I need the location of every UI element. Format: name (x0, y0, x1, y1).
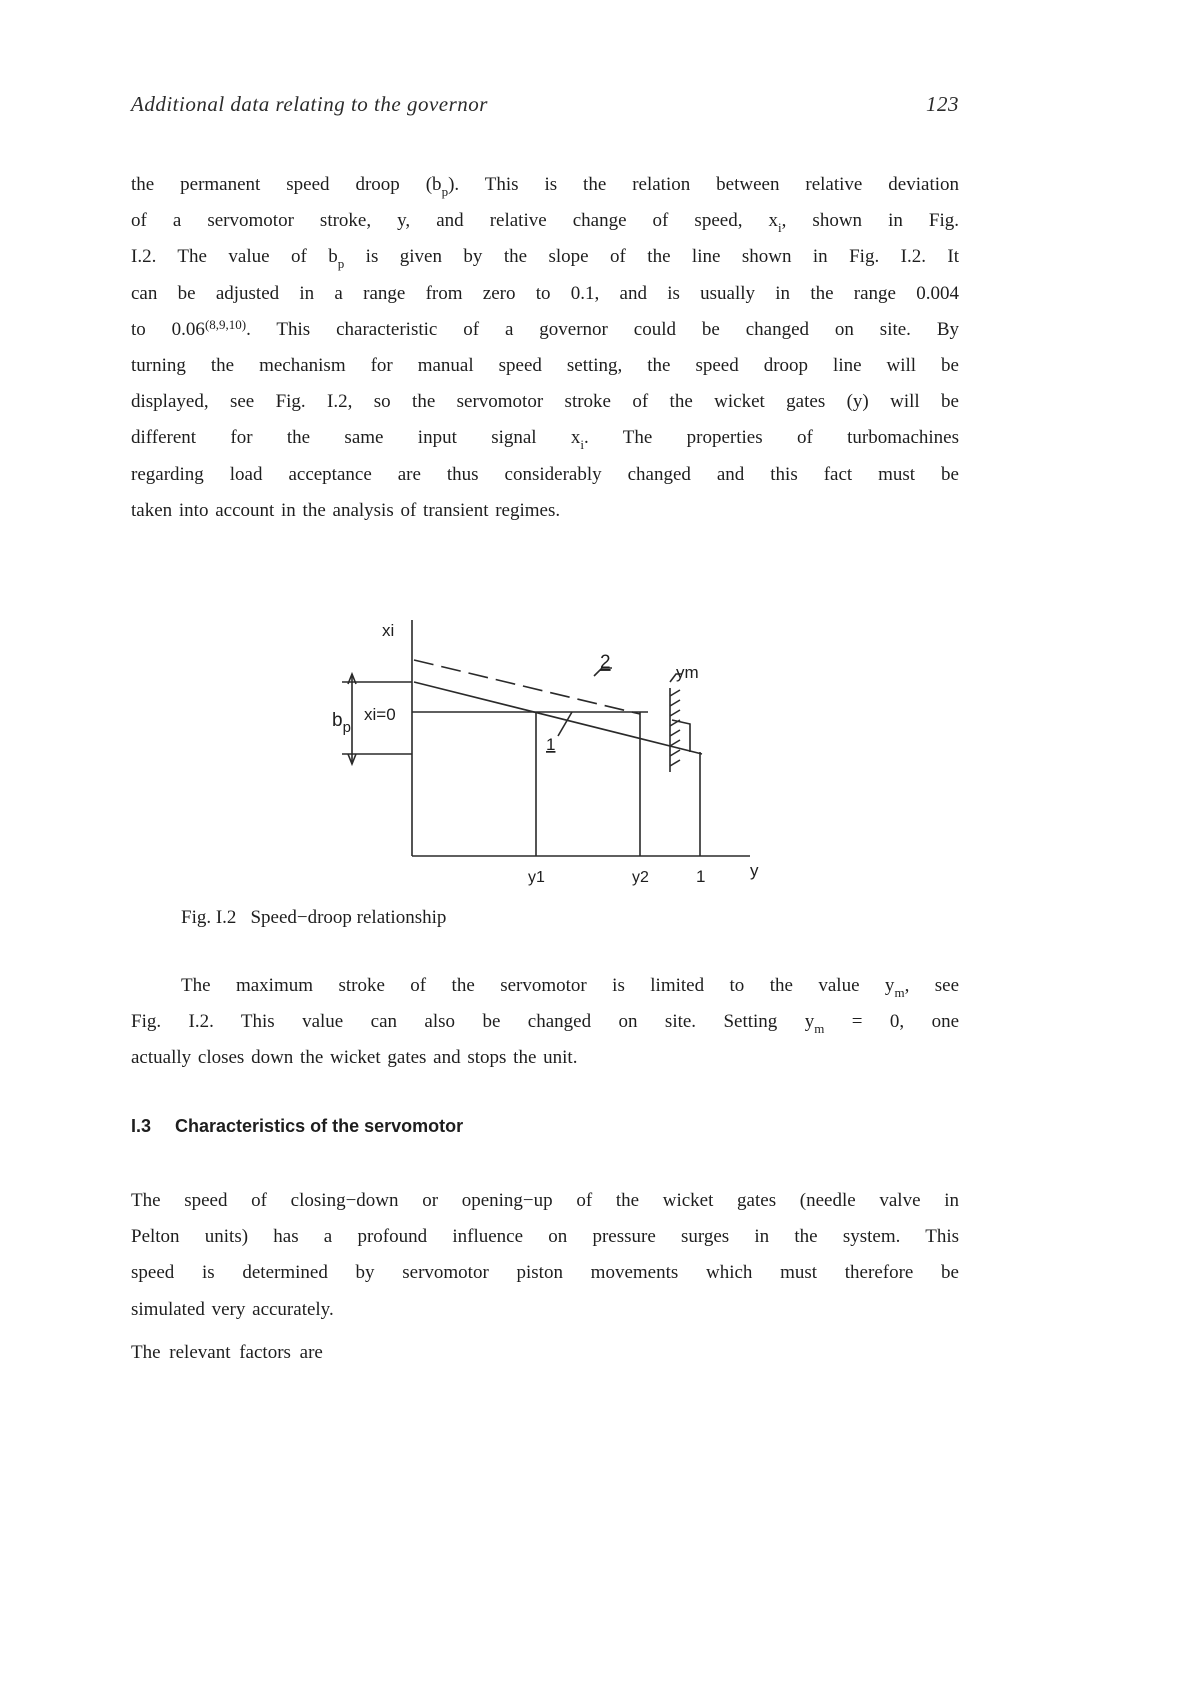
running-head-title: Additional data relating to the governor (131, 92, 488, 116)
line-1-leader (558, 712, 572, 736)
section-heading (131, 1116, 463, 1137)
xi-zero-label: xi=0 (364, 705, 396, 724)
text-line: different for the same input signal $x_i$. The properties of turbomachines (131, 427, 959, 453)
text-line: the permanent speed droop $(b_p)$. This is the relation between relative deviation (131, 174, 959, 199)
ym-label: ym (676, 663, 699, 682)
paragraph-relevant-factors: The relevant factors are (131, 1342, 323, 1363)
stop-hatch (670, 730, 680, 736)
paragraph-permanent-speed-droop (131, 167, 959, 529)
paragraph-maximum-stroke (131, 968, 959, 1077)
figure-caption (181, 907, 460, 929)
text-line: can be adjusted in a range from zero to 0.1, and is usually in the range 0.004 (131, 282, 959, 304)
text-line: of a servomotor stroke, y, and relative change of speed, $x_i$, shown in Fig. (131, 210, 960, 236)
line-2-label: 2 (600, 652, 611, 673)
y-one-label: 1 (696, 867, 706, 886)
text-line: simulated very accurately. (131, 1298, 334, 1320)
bp-label: $b_p$ (332, 710, 351, 736)
stop-hatch (670, 740, 680, 746)
section-title: Characteristics of the servomotor (175, 1116, 464, 1136)
stop-hatch (670, 750, 680, 756)
figure-caption-text: Speed−droop relationship (250, 907, 447, 928)
text-line: The maximum stroke of the servomotor is limited to the value $y_m$, see (181, 975, 959, 1000)
text-line: turning the mechanism for manual speed setting, the speed droop line will be (131, 354, 959, 376)
page-number: 123 (926, 92, 959, 116)
text-line: displayed, see Fig. I.2, so the servomotor stroke of the wicket gates (y) will be (131, 391, 959, 413)
speed-droop-figure (320, 612, 780, 892)
text-line: regarding load acceptance are thus considerably changed and this fact must be (131, 463, 959, 485)
stop-hatch (670, 760, 680, 766)
text-line: speed is determined by servomotor piston movements which must therefore be (131, 1262, 959, 1284)
text-line: The speed of closing−down or opening−up of the wicket gates (needle valve in (131, 1190, 959, 1211)
running-head (131, 92, 959, 122)
stop-hatch (670, 710, 680, 716)
speed-droop-diagram (320, 612, 780, 892)
y2-label: y2 (632, 869, 649, 886)
text-line: Pelton units) has a profound influence on pressure surges in the system. This (131, 1226, 959, 1248)
line-1-label: 1 (546, 735, 556, 754)
stop-hatch (670, 690, 680, 696)
text-line: to 0.06$^{(8,9,10)}$. This characteristic of a governor could be changed on site. By (131, 316, 959, 340)
xi-axis-label: xi (382, 621, 395, 640)
text-line: taken into account in the analysis of transient regimes. (131, 499, 561, 521)
stop-hatch (670, 700, 680, 706)
y-axis-label: y (750, 861, 759, 880)
droop-line-1 (414, 682, 702, 754)
text-line: Fig. I.2. This value can also be changed on site. Setting $y_m = 0$, one (131, 1011, 959, 1037)
y1-label: y1 (528, 869, 545, 886)
paragraph-servomotor-speed (131, 1183, 959, 1328)
figure-caption-number: Fig. I.2 (181, 907, 237, 928)
text-line: actually closes down the wicket gates and stops the unit. (131, 1047, 578, 1069)
text-line: I.2. The value of $b_p$ is given by the slope of the line shown in Fig. I.2. It (131, 246, 960, 272)
section-number: I.3 (131, 1116, 152, 1136)
